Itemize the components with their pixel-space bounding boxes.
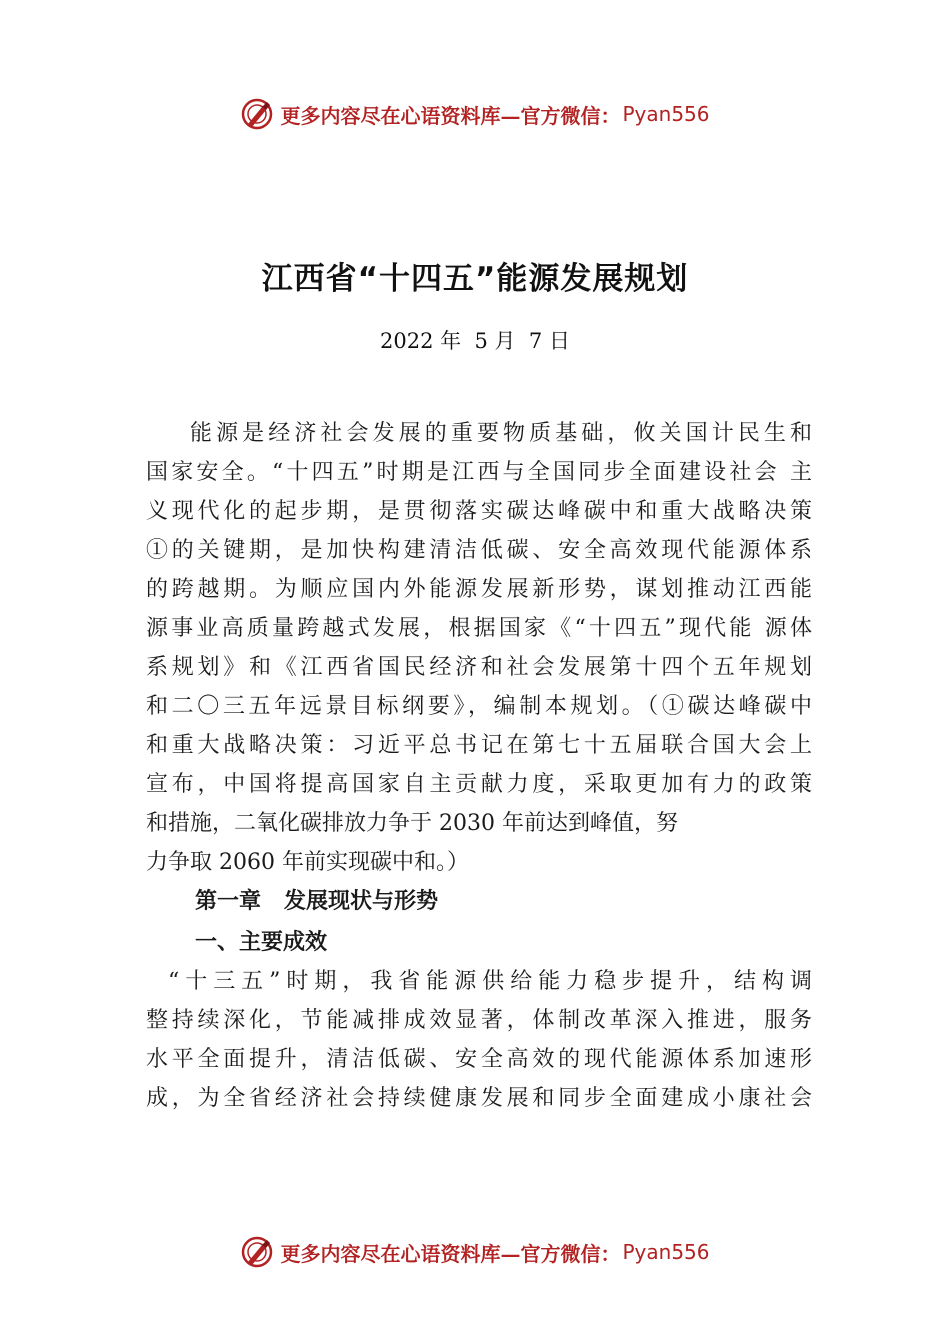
paragraph-line: 和措施，二氧化碳排放力争于 2030 年前达到峰值，努 bbox=[146, 811, 678, 836]
paragraph-line: 成，为全省经济社会持续健康发展和同步全面建成小康社会 bbox=[146, 1086, 812, 1111]
section-heading: 一、主要成效 bbox=[195, 929, 328, 955]
paragraph-line: 力争取 2060 年前实现碳中和。） bbox=[146, 850, 469, 875]
document-date: 2022 年 5 月 7 日 bbox=[380, 329, 570, 353]
paragraph-line: 和二〇三五年远景目标纲要》，编制本规划。（①碳达峰碳中 bbox=[146, 694, 812, 719]
footer-banner bbox=[0, 1232, 950, 1272]
paragraph-line: 源事业高质量跨越式发展，根据国家《“十四五”现代能 源体 bbox=[146, 616, 812, 641]
paragraph-line: 系规划》和《江西省国民经济和社会发展第十四个五年规划 bbox=[146, 655, 812, 680]
header-banner bbox=[0, 94, 950, 134]
paragraph-line: 能源是经济社会发展的重要物质基础，攸关国计民生和 bbox=[190, 421, 812, 446]
paragraph-line: 和重大战略决策：习近平总书记在第七十五届联合国大会上 bbox=[146, 733, 812, 758]
paragraph-line: 宣布，中国将提高国家自主贡献力度，采取更加有力的政策 bbox=[146, 772, 812, 797]
paragraph-line: 整持续深化，节能减排成效显著，体制改革深入推进，服务 bbox=[146, 1008, 812, 1033]
wechat-id: Pyan556 bbox=[622, 1240, 710, 1264]
chapter-heading: 第一章 发展现状与形势 bbox=[195, 889, 438, 914]
paragraph-line: 水平全面提升，清洁低碳、安全高效的现代能源体系加速形 bbox=[146, 1047, 812, 1072]
document-body bbox=[146, 414, 812, 1118]
paragraph-line: 义现代化的起步期，是贯彻落实碳达峰碳中和重大战略决策 bbox=[146, 499, 812, 524]
paragraph-line: “十三五”时期，我省能源供给能力稳步提升，结构调 bbox=[168, 969, 812, 994]
paragraph-line: 国家安全。“十四五”时期是江西与全国同步全面建设社会 主 bbox=[146, 460, 812, 485]
document-title: 江西省“十四五”能源发展规划 bbox=[261, 261, 689, 297]
pen-logo-icon bbox=[240, 1235, 274, 1269]
paragraph-line: ①的关键期，是加快构建清洁低碳、安全高效现代能源体系 bbox=[146, 538, 812, 563]
banner-text: 更多内容尽在心语资料库—官方微信： bbox=[280, 1241, 621, 1266]
pen-logo-icon bbox=[240, 97, 274, 131]
paragraph-line: 的跨越期。为顺应国内外能源发展新形势，谋划推动江西能 bbox=[146, 577, 812, 602]
wechat-id: Pyan556 bbox=[622, 102, 710, 126]
banner-text: 更多内容尽在心语资料库—官方微信： bbox=[280, 103, 621, 128]
